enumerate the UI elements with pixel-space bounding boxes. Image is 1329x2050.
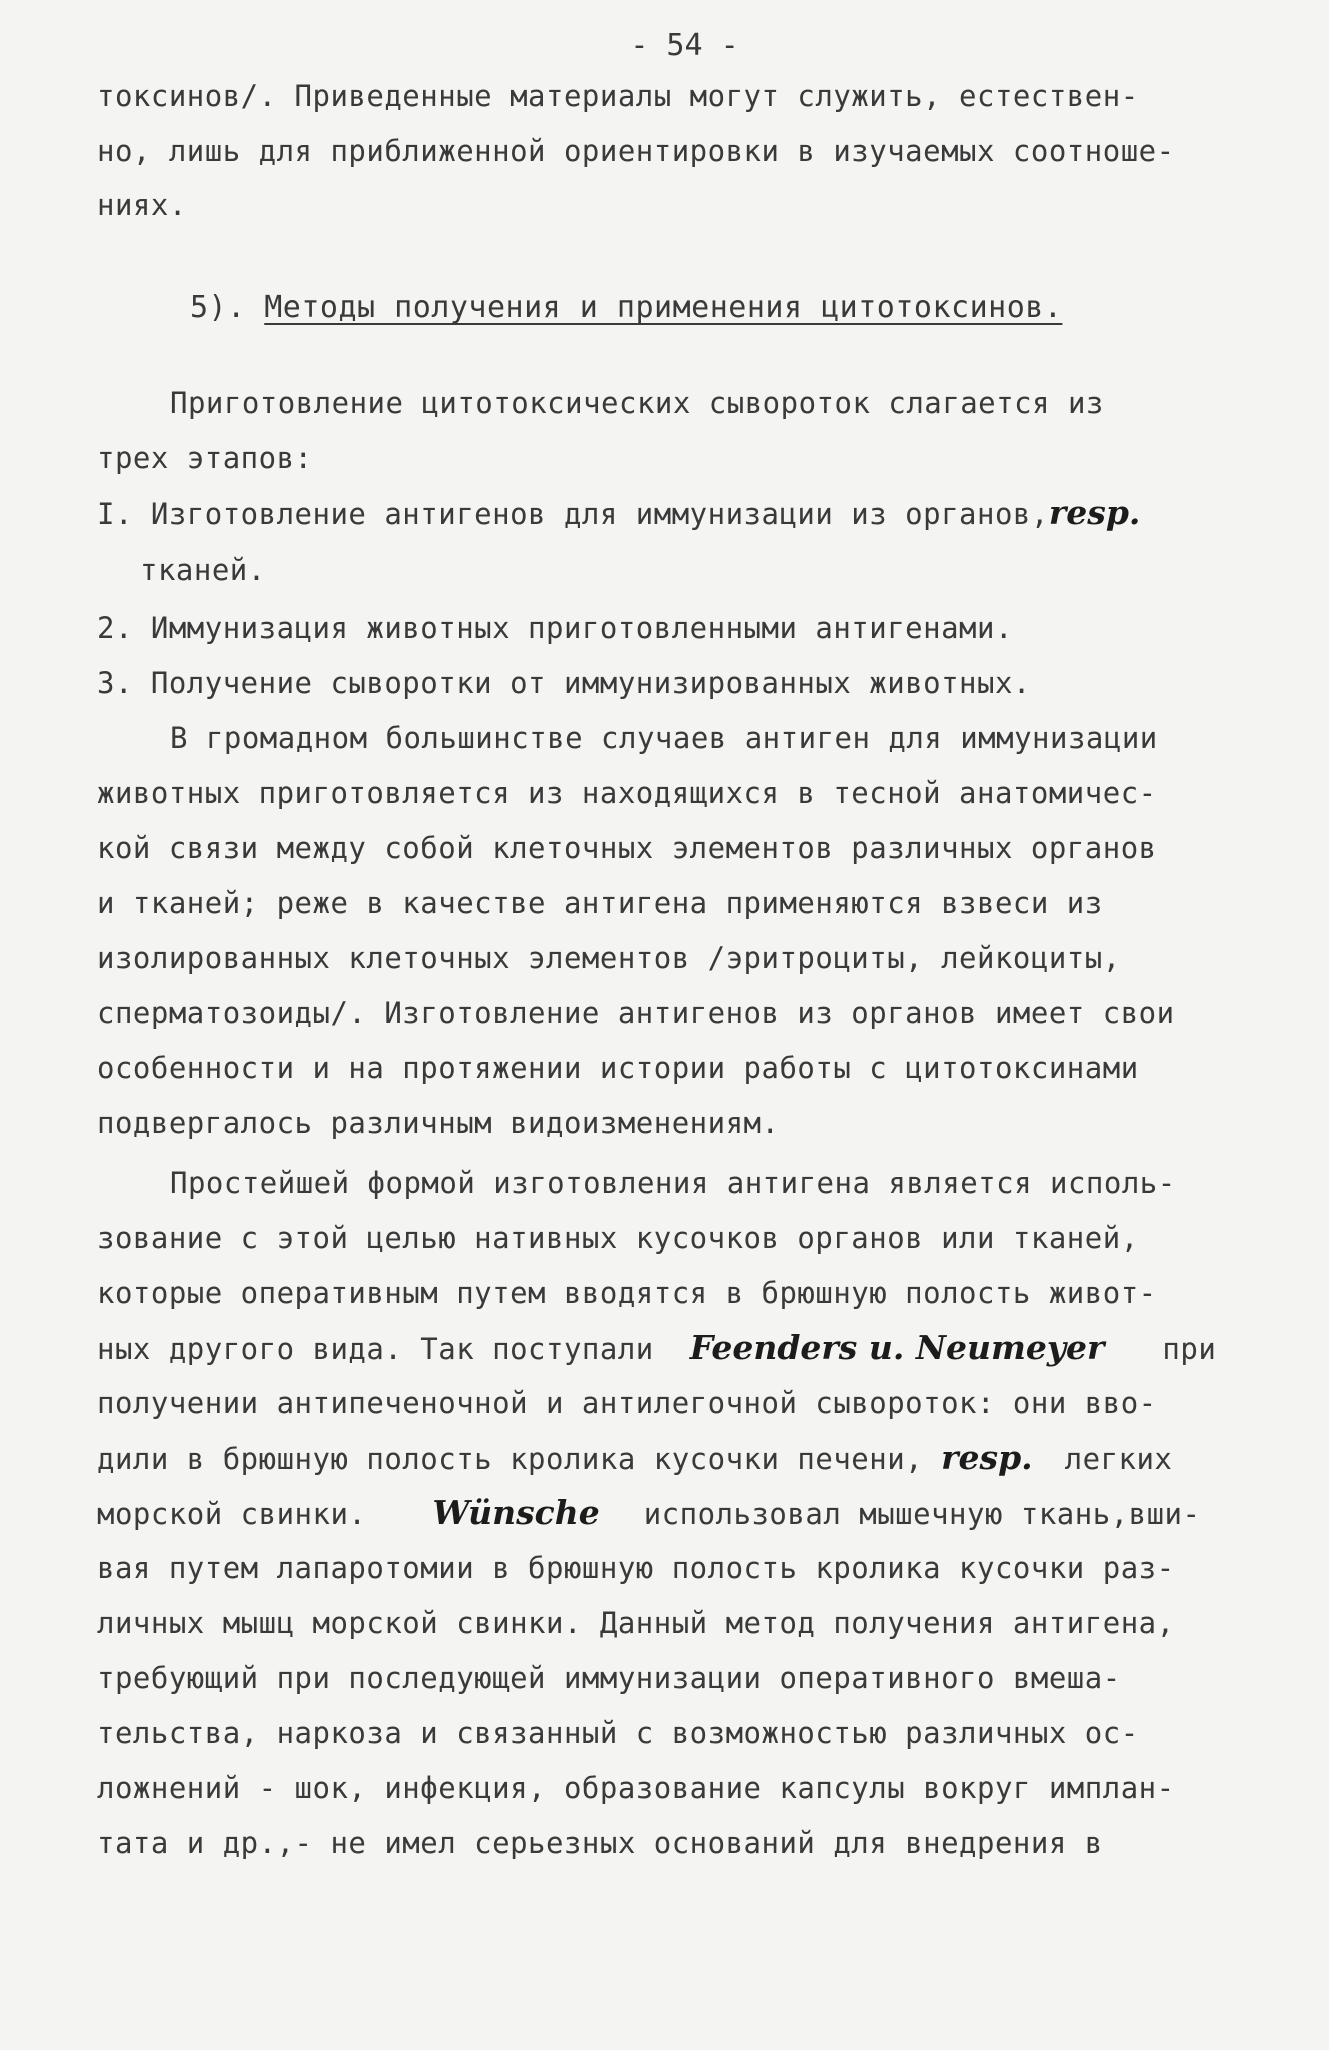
- text-line: тельства, наркоза и связанный с возможностью различных ос-: [97, 1716, 1139, 1750]
- handwritten-insert: Feenders u. Neumeyer: [689, 1328, 1105, 1367]
- handwritten-insert: Wünsche: [432, 1493, 600, 1532]
- text-segment: дили в брюшную полость кролика кусочки печени,: [97, 1442, 924, 1476]
- handwritten-insert: resp.: [941, 1438, 1033, 1477]
- text-line: но, лишь для приближенной ориентировки в изучаемых соотноше-: [97, 134, 1175, 168]
- section-number: 5).: [190, 290, 246, 325]
- text-line: [97, 1440, 1172, 1477]
- text-line: тата и др.,- не имел серьезных оснований для внедрения в: [97, 1826, 1103, 1860]
- list-item-text: I. Изготовление антигенов для иммунизации из органов,: [97, 497, 1049, 531]
- text-line: требующий при последующей иммунизации оперативного вмеша-: [97, 1661, 1121, 1695]
- text-segment: морской свинки.: [97, 1497, 367, 1531]
- text-line: В громадном большинстве случаев антиген для иммунизации: [170, 721, 1158, 755]
- text-line: изолированных клеточных элементов /эритроциты, лейкоциты,: [97, 941, 1121, 975]
- text-line: которые оперативным путем вводятся в брюшную полость живот-: [97, 1276, 1157, 1310]
- page-number: - 54 -: [630, 28, 739, 63]
- text-line: и тканей; реже в качестве антигена применяются взвеси из: [97, 886, 1103, 920]
- text-line: животных приготовляется из находящихся в тесной анатомичес-: [97, 776, 1157, 810]
- text-segment: использовал мышечную ткань,вши-: [643, 1497, 1201, 1531]
- text-segment: ных другого вида. Так поступали: [97, 1332, 654, 1366]
- text-line: Приготовление цитотоксических сывороток слагается из: [170, 386, 1104, 420]
- section-title: Методы получения и применения цитотоксинов.: [264, 290, 1063, 325]
- text-line: ниях.: [97, 188, 187, 222]
- list-item: 3. Получение сыворотки от иммунизированных животных.: [97, 666, 1031, 700]
- text-line: [97, 1495, 1200, 1532]
- text-line: сперматозоиды/. Изготовление антигенов из органов имеет свои: [97, 996, 1175, 1030]
- text-line: особенности и на протяжении истории работы с цитотоксинами: [97, 1051, 1139, 1085]
- text-line: вая путем лапаротомии в брюшную полость кролика кусочки раз-: [97, 1551, 1175, 1585]
- text-segment: при: [1162, 1332, 1217, 1366]
- text-line: зование с этой целью нативных кусочков органов или тканей,: [97, 1221, 1139, 1255]
- text-line: личных мышц морской свинки. Данный метод получения антигена,: [97, 1606, 1175, 1640]
- list-item: [97, 495, 1140, 532]
- text-line: [97, 1330, 1216, 1367]
- text-line: тканей.: [140, 553, 266, 587]
- text-line: подвергалось различным видоизменениям.: [97, 1106, 780, 1140]
- text-line: получении антипеченочной и антилегочной сывороток: они вво-: [97, 1386, 1157, 1420]
- text-line: ложнений - шок, инфекция, образование капсулы вокруг имплан-: [97, 1771, 1175, 1805]
- text-line: трех этапов:: [97, 441, 313, 475]
- text-line: Простейшей формой изготовления антигена является исполь-: [170, 1166, 1176, 1200]
- text-line: кой связи между собой клеточных элементов различных органов: [97, 831, 1157, 865]
- list-item: 2. Иммунизация животных приготовленными антигенами.: [97, 611, 1013, 645]
- section-heading: [190, 290, 1062, 325]
- handwritten-insert: resp.: [1048, 493, 1141, 532]
- text-line: токсинов/. Приведенные материалы могут служить, естествен-: [97, 79, 1139, 113]
- text-segment: легких: [1064, 1442, 1173, 1476]
